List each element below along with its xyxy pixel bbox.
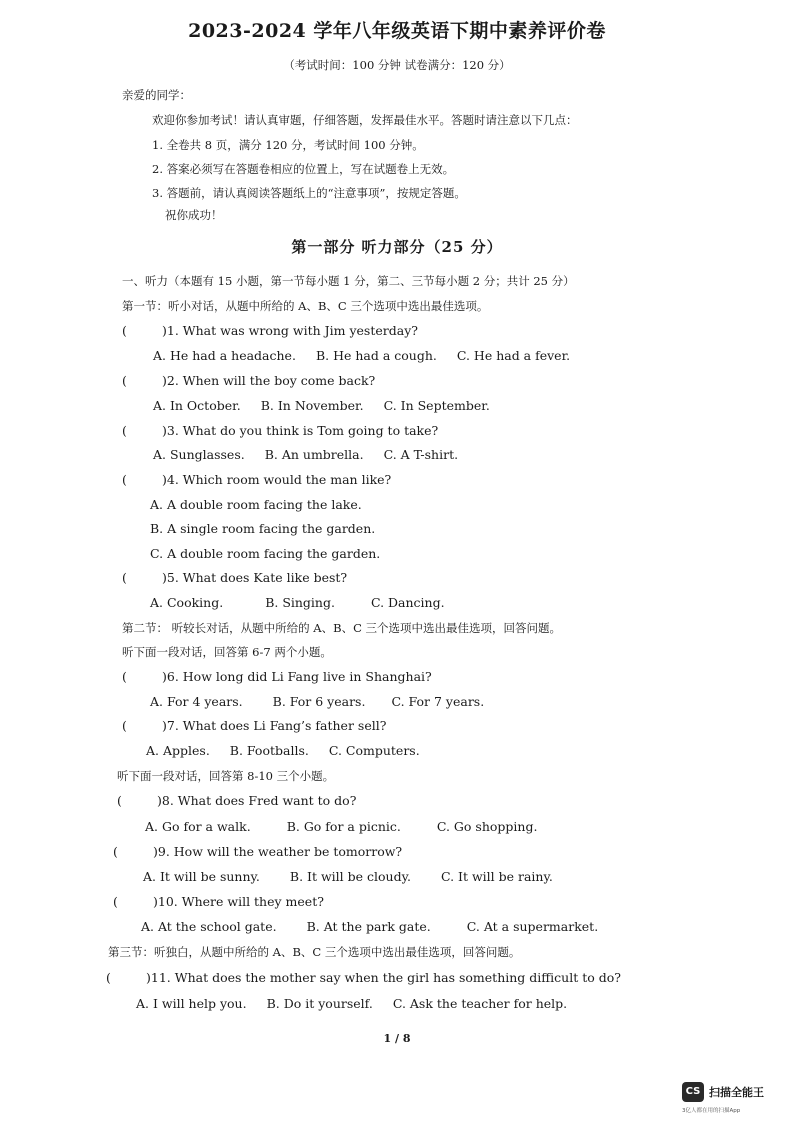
question-1-options: [153, 348, 590, 364]
q5-option-b: B. Singing.: [265, 595, 335, 610]
question-1-text: )1. What was wrong with Jim yesterday?: [162, 323, 418, 338]
q8-option-b: B. Go for a picnic.: [286, 819, 401, 834]
question-4-text: )4. Which room would the man like?: [162, 472, 392, 487]
q4-option-b: B. A single room facing the garden.: [150, 521, 376, 536]
question-9-options: [143, 869, 573, 885]
q11-option-a: A. I will help you.: [136, 996, 247, 1011]
question-3: ( )3. What do you think is Tom going to take?: [122, 423, 439, 438]
q11-option-c: C. Ask the teacher for help.: [392, 996, 568, 1011]
question-9-text: )9. How will the weather be tomorrow?: [153, 844, 403, 859]
question-11: ( )11. What does the mother say when the girl has something difficult to do?: [106, 970, 621, 985]
q4-option-a: A. A double room facing the lake.: [150, 497, 362, 512]
q10-option-b: B. At the park gate.: [306, 919, 431, 934]
notice-item-1: 1. 全卷共 8 页，满分 120 分，考试时间 100 分钟。: [152, 138, 424, 152]
question-3-options: [153, 447, 478, 463]
notice-greeting: 亲爱的同学：: [122, 88, 191, 102]
q3-option-b: B. An umbrella.: [264, 447, 364, 462]
question-6-options: [150, 694, 504, 710]
q3-option-c: C. A T-shirt.: [383, 447, 459, 462]
q2-option-b: B. In November.: [260, 398, 364, 413]
part1-title: 第一部分 听力部分（25 分）: [291, 238, 503, 256]
q4-option-c: C. A double room facing the garden.: [150, 546, 381, 561]
exam-title: 2023-2024 学年八年级英语下期中素养评价卷: [188, 20, 606, 42]
q6-option-b: B. For 6 years.: [272, 694, 366, 709]
question-8-text: )8. What does Fred want to do?: [157, 793, 357, 808]
section2-dialogue-1: 听下面一段对话，回答第 6-7 两个小题。: [122, 645, 332, 659]
question-6-text: )6. How long did Li Fang live in Shanghai?: [162, 669, 432, 684]
notice-intro: 欢迎你参加考试！请认真审题，仔细答题，发挥最佳水平。答题时请注意以下几点：: [152, 113, 578, 127]
page-number: 1 / 8: [383, 1032, 411, 1045]
q6-option-c: C. For 7 years.: [391, 694, 485, 709]
part1-intro: 一、听力（本题有 15 小题，第一节每小题 1 分，第二、三节每小题 2 分；共计 25 分）: [122, 274, 575, 288]
q11-option-b: B. Do it yourself.: [266, 996, 373, 1011]
q9-option-a: A. It will be sunny.: [143, 869, 260, 884]
q8-option-a: A. Go for a walk.: [145, 819, 251, 834]
section2-instruction: 第二节： 听较长对话，从题中所给的 A、B、C 三个选项中选出最佳选项，回答问题。: [122, 621, 562, 635]
question-6: ( )6. How long did Li Fang live in Shanghai?: [122, 669, 432, 684]
scanner-app-name: 扫描全能王: [709, 1086, 764, 1099]
q2-option-a: A. In October.: [153, 398, 241, 413]
question-9: ( )9. How will the weather be tomorrow?: [113, 844, 403, 859]
question-5: ( )5. What does Kate like best?: [122, 570, 348, 585]
q5-option-c: C. Dancing.: [370, 595, 445, 610]
section1-instruction: 第一节：听小对话，从题中所给的 A、B、C 三个选项中选出最佳选项。: [122, 299, 489, 313]
q10-option-c: C. At a supermarket.: [466, 919, 599, 934]
question-7: ( )7. What does Li Fang’s father sell?: [122, 718, 387, 733]
question-2-options: [153, 398, 510, 414]
q1-option-b: B. He had a cough.: [315, 348, 437, 363]
q9-option-c: C. It will be rainy.: [440, 869, 553, 884]
q1-option-c: C. He had a fever.: [456, 348, 571, 363]
q2-option-c: C. In September.: [383, 398, 490, 413]
q9-option-b: B. It will be cloudy.: [289, 869, 411, 884]
q7-option-c: C. Computers.: [328, 743, 420, 758]
q8-option-c: C. Go shopping.: [436, 819, 538, 834]
question-10-text: )10. Where will they meet?: [153, 894, 324, 909]
question-2-text: )2. When will the boy come back?: [162, 373, 376, 388]
question-1: ( )1. What was wrong with Jim yesterday?: [122, 323, 418, 338]
q5-option-a: A. Cooking.: [150, 595, 224, 610]
q7-option-b: B. Footballs.: [229, 743, 309, 758]
question-11-options: [136, 996, 587, 1012]
q10-option-a: A. At the school gate.: [141, 919, 277, 934]
question-7-options: [146, 743, 440, 759]
notice-wish: 祝你成功！: [165, 208, 223, 222]
q7-option-a: A. Apples.: [146, 743, 210, 758]
camscanner-icon: CS: [682, 1082, 704, 1102]
question-8-options: [145, 819, 557, 835]
q1-option-a: A. He had a headache.: [153, 348, 296, 363]
question-5-options: [150, 595, 465, 611]
scanner-watermark-logo: [682, 1082, 786, 1118]
question-4: ( )4. Which room would the man like?: [122, 472, 392, 487]
question-2: ( )2. When will the boy come back?: [122, 373, 376, 388]
notice-item-2: 2. 答案必须写在答题卷相应的位置上，写在试题卷上无效。: [152, 162, 455, 176]
exam-subtitle: （考试时间：100 分钟 试卷满分：120 分）: [283, 58, 511, 72]
question-10-options: [141, 919, 618, 935]
question-7-text: )7. What does Li Fang’s father sell?: [162, 718, 387, 733]
q3-option-a: A. Sunglasses.: [153, 447, 245, 462]
question-5-text: )5. What does Kate like best?: [162, 570, 348, 585]
scanner-app-tagline: 3亿人都在用的扫描App: [682, 1108, 741, 1114]
question-8: ( )8. What does Fred want to do?: [117, 793, 357, 808]
section3-instruction: 第三节：听独白，从题中所给的 A、B、C 三个选项中选出最佳选项，回答问题。: [108, 945, 521, 959]
question-11-text: )11. What does the mother say when the girl has something difficult to do?: [146, 970, 621, 985]
question-10: ( )10. Where will they meet?: [113, 894, 324, 909]
question-3-text: )3. What do you think is Tom going to take?: [162, 423, 439, 438]
notice-item-3: 3. 答题前，请认真阅读答题纸上的“注意事项”，按规定答题。: [152, 186, 466, 200]
section2-dialogue-2: 听下面一段对话，回答第 8-10 三个小题。: [117, 769, 335, 783]
q6-option-a: A. For 4 years.: [150, 694, 243, 709]
